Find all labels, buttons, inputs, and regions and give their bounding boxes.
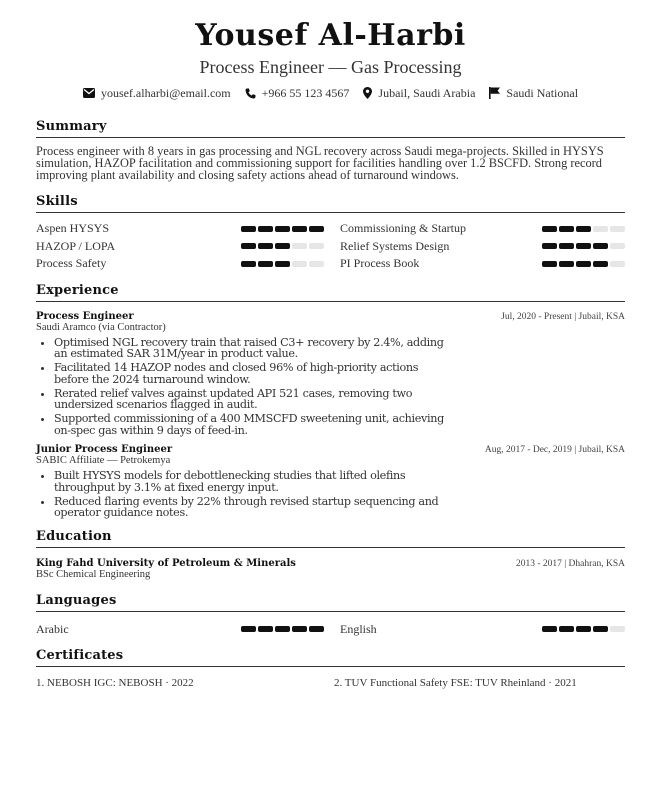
skills-heading: Skills	[36, 194, 625, 213]
job-bullets	[36, 337, 450, 437]
level-segment-filled	[275, 243, 290, 249]
level-segment-filled	[542, 261, 557, 267]
level-segment-empty	[309, 243, 324, 249]
level-segment-filled	[241, 261, 256, 267]
job-title: Process Engineer	[36, 310, 134, 322]
skill-row	[36, 255, 324, 273]
certificates-grid	[36, 677, 625, 689]
skill-name: Commissioning & Startup	[340, 221, 467, 236]
education-section	[36, 529, 625, 581]
language-name: Arabic	[36, 621, 69, 636]
job-bullets	[36, 470, 450, 519]
level-segment-filled	[559, 243, 574, 249]
skill-level-bar	[241, 261, 324, 267]
job-entry	[36, 444, 625, 519]
language-name: English	[340, 621, 377, 636]
level-segment-filled	[576, 626, 591, 632]
certificates-heading: Certificates	[36, 648, 625, 667]
contact-email-text: yousef.alharbi@email.com	[100, 86, 231, 100]
contact-location-text: Jubail, Saudi Arabia	[378, 86, 476, 100]
languages-section	[36, 593, 625, 639]
mail-icon	[83, 88, 95, 98]
job-dates-location: Aug, 2017 - Dec, 2019 | Jubail, KSA	[484, 445, 625, 455]
level-segment-empty	[292, 261, 307, 267]
skills-section	[36, 194, 625, 273]
experience-heading: Experience	[36, 283, 625, 302]
degree-name: BSc Chemical Engineering	[36, 568, 151, 580]
level-segment-filled	[593, 626, 608, 632]
level-segment-empty	[292, 243, 307, 249]
level-segment-filled	[258, 626, 273, 632]
flag-icon	[489, 87, 500, 99]
level-segment-filled	[241, 243, 256, 249]
level-segment-filled	[292, 626, 307, 632]
skills-right-column	[340, 220, 625, 273]
level-segment-filled	[275, 261, 290, 267]
language-level-bar	[241, 626, 324, 632]
level-segment-filled	[576, 226, 591, 232]
level-segment-filled	[559, 226, 574, 232]
skill-row	[36, 220, 324, 238]
contact-nationality	[489, 85, 578, 101]
languages-grid	[36, 621, 625, 639]
education-heading: Education	[36, 529, 625, 548]
job-bullet: • Built HYSYS models for debottlenecking studies that lifted olefins throughput by 3.1% at fixed energy input.	[54, 470, 450, 493]
location-pin-icon	[363, 87, 372, 99]
level-segment-filled	[559, 626, 574, 632]
level-segment-filled	[258, 226, 273, 232]
skill-row	[340, 255, 625, 273]
skill-level-bar	[542, 226, 625, 232]
level-segment-filled	[275, 626, 290, 632]
level-segment-empty	[593, 226, 608, 232]
level-segment-filled	[241, 226, 256, 232]
level-segment-filled	[309, 626, 324, 632]
certificates-section	[36, 648, 625, 689]
language-row	[340, 621, 625, 639]
level-segment-empty	[610, 226, 625, 232]
level-segment-filled	[542, 243, 557, 249]
education-dates-location: 2013 - 2017 | Dhahran, KSA	[515, 558, 625, 569]
candidate-role: Process Engineer — Gas Processing	[199, 57, 462, 77]
language-row	[36, 621, 324, 639]
skill-row	[340, 220, 625, 238]
level-segment-filled	[542, 626, 557, 632]
certificate-item: 2. TUV Functional Safety FSE: TUV Rheinland · 2021	[334, 677, 577, 689]
skill-name: Process Safety	[36, 256, 107, 271]
job-bullet: • Optimised NGL recovery train that raised C3+ recovery by 2.4%, adding an estimated SAR 31M/year in product value.	[54, 337, 450, 360]
contact-email[interactable]	[83, 85, 231, 101]
summary-heading: Summary	[36, 119, 625, 138]
skill-level-bar	[241, 243, 324, 249]
level-segment-filled	[593, 243, 608, 249]
level-segment-filled	[292, 226, 307, 232]
skill-name: PI Process Book	[340, 256, 420, 271]
job-organization: SABIC Affiliate — Petrokemya	[36, 455, 171, 466]
level-segment-filled	[576, 261, 591, 267]
level-segment-filled	[559, 261, 574, 267]
job-title: Junior Process Engineer	[36, 444, 173, 455]
job-header	[36, 311, 625, 322]
level-segment-filled	[241, 626, 256, 632]
contact-phone-text: +966 55 123 4567	[261, 86, 350, 100]
job-bullet: • Supported commissioning of a 400 MMSCFD sweetening unit, achieving on-spec gas within 9 days of feed-in.	[54, 413, 450, 436]
level-segment-empty	[309, 261, 324, 267]
level-segment-filled	[258, 243, 273, 249]
contact-location	[363, 85, 475, 101]
level-segment-filled	[258, 261, 273, 267]
skill-row	[36, 238, 324, 256]
job-bullet: • Facilitated 14 HAZOP nodes and closed 96% of high-priority actions before the 2024 turnaround window.	[54, 362, 450, 385]
job-organization: Saudi Aramco (via Contractor)	[36, 321, 166, 333]
skill-level-bar	[241, 226, 324, 232]
language-level-bar	[542, 626, 625, 632]
level-segment-empty	[610, 626, 625, 632]
skill-level-bar	[542, 261, 625, 267]
school-name: King Fahd University of Petroleum & Minerals	[36, 557, 296, 569]
summary-text: Process engineer with 8 years in gas processing and NGL recovery across Saudi mega-projects. Skilled in HYSYS simulation, HAZOP facilitation and commissioning support for facilities handling over 1.2 BSCFD. Strong record improving plant availability and closing safety actions ahead of turnaround windows.	[36, 144, 604, 182]
level-segment-filled	[309, 226, 324, 232]
contact-phone[interactable]	[245, 85, 350, 101]
skill-row	[340, 238, 625, 256]
level-segment-filled	[593, 261, 608, 267]
candidate-name: Yousef Al-Harbi	[195, 18, 466, 53]
skills-grid	[36, 220, 625, 273]
summary-section	[36, 119, 625, 181]
contact-bar	[36, 85, 625, 101]
job-header	[36, 444, 625, 455]
skills-left-column	[36, 220, 324, 273]
skill-name: Aspen HYSYS	[36, 221, 110, 236]
experience-section	[36, 283, 625, 519]
level-segment-filled	[576, 243, 591, 249]
contact-nationality-text: Saudi National	[506, 86, 579, 100]
level-segment-empty	[610, 261, 625, 267]
job-dates-location: Jul, 2020 - Present | Jubail, KSA	[501, 311, 625, 322]
job-bullet: • Rerated relief valves against updated API 521 cases, removing two undersized scenarios flagged in audit.	[54, 388, 450, 411]
languages-heading: Languages	[36, 593, 625, 612]
certificate-item: 1. NEBOSH IGC: NEBOSH · 2022	[36, 677, 194, 689]
level-segment-filled	[275, 226, 290, 232]
phone-icon	[245, 88, 256, 99]
skill-name: Relief Systems Design	[340, 238, 450, 253]
job-entry	[36, 311, 625, 437]
education-header	[36, 558, 625, 569]
resume-page	[36, 0, 625, 689]
skill-name: HAZOP / LOPA	[36, 238, 116, 253]
level-segment-empty	[610, 243, 625, 249]
job-bullet: • Reduced flaring events by 22% through revised startup sequencing and operator guidance notes.	[54, 496, 450, 519]
level-segment-filled	[542, 226, 557, 232]
skill-level-bar	[542, 243, 625, 249]
